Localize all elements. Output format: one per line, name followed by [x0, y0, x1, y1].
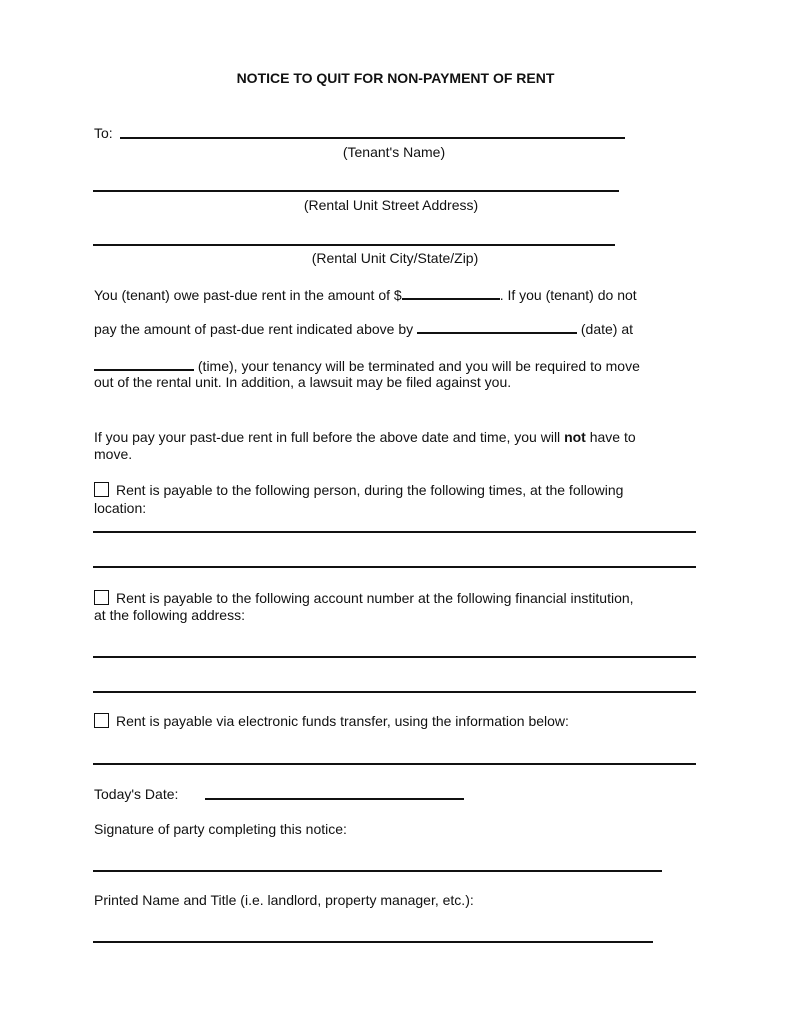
todays-date-label: Today's Date:: [94, 786, 179, 802]
person-info-line-2[interactable]: [93, 566, 696, 568]
option-eft: [94, 713, 569, 730]
pay-in-full-sentence: [94, 429, 636, 446]
owe-text-1: You (tenant) owe past-due rent in the amount of $: [94, 287, 402, 303]
person-text-line2: location:: [94, 500, 147, 516]
full-bold-not: not: [564, 429, 586, 445]
pay-in-full-line2: move.: [94, 446, 133, 462]
pay-text-1: pay the amount of past-due rent indicated above by: [94, 321, 414, 337]
owe-sentence: [94, 286, 637, 304]
to-label: To:: [94, 125, 113, 141]
person-info-line-1[interactable]: [93, 531, 696, 533]
signature-label: Signature of party completing this notice:: [94, 821, 347, 837]
time-blank[interactable]: [94, 357, 194, 371]
person-text: Rent is payable to the following person, during the following times, at the following: [116, 482, 624, 498]
pay-text-2: (date) at: [580, 321, 634, 337]
printed-name-label: Printed Name and Title (i.e. landlord, property manager, etc.):: [94, 892, 474, 908]
account-info-line-1[interactable]: [93, 656, 696, 658]
street-address-caption: (Rental Unit Street Address): [303, 197, 479, 213]
option-person: [94, 482, 623, 499]
eft-checkbox[interactable]: [94, 713, 109, 728]
city-state-zip-caption: (Rental Unit City/State/Zip): [311, 250, 479, 266]
owe-text-2: . If you (tenant) do not: [499, 287, 637, 303]
time-text-1: (time), your tenancy will be terminated and you will be required to move: [197, 358, 640, 374]
document-title: NOTICE TO QUIT FOR NON-PAYMENT OF RENT: [236, 70, 555, 86]
amount-blank[interactable]: [402, 286, 500, 300]
full-text-1: If you pay your past-due rent in full before the above date and time, you will: [94, 429, 561, 445]
eft-text: Rent is payable via electronic funds transfer, using the information below:: [116, 713, 569, 729]
time-sentence-line2: out of the rental unit. In addition, a lawsuit may be filed against you.: [94, 374, 512, 390]
printed-name-line[interactable]: [93, 941, 653, 943]
city-state-zip-line[interactable]: [93, 244, 615, 246]
person-checkbox[interactable]: [94, 482, 109, 497]
eft-info-line[interactable]: [93, 763, 696, 765]
time-sentence: [94, 357, 640, 375]
signature-line[interactable]: [93, 870, 662, 872]
account-text: Rent is payable to the following account number at the following financial institution,: [116, 590, 634, 606]
full-text-2: have to: [589, 429, 636, 445]
date-blank[interactable]: [417, 320, 577, 334]
pay-sentence: [94, 320, 633, 338]
option-account: [94, 590, 634, 607]
street-address-line[interactable]: [93, 190, 619, 192]
tenant-name-caption: (Tenant's Name): [342, 144, 446, 160]
account-checkbox[interactable]: [94, 590, 109, 605]
tenant-name-line[interactable]: [120, 137, 625, 139]
account-text-line2: at the following address:: [94, 607, 245, 623]
todays-date-line[interactable]: [205, 798, 464, 800]
account-info-line-2[interactable]: [93, 691, 696, 693]
